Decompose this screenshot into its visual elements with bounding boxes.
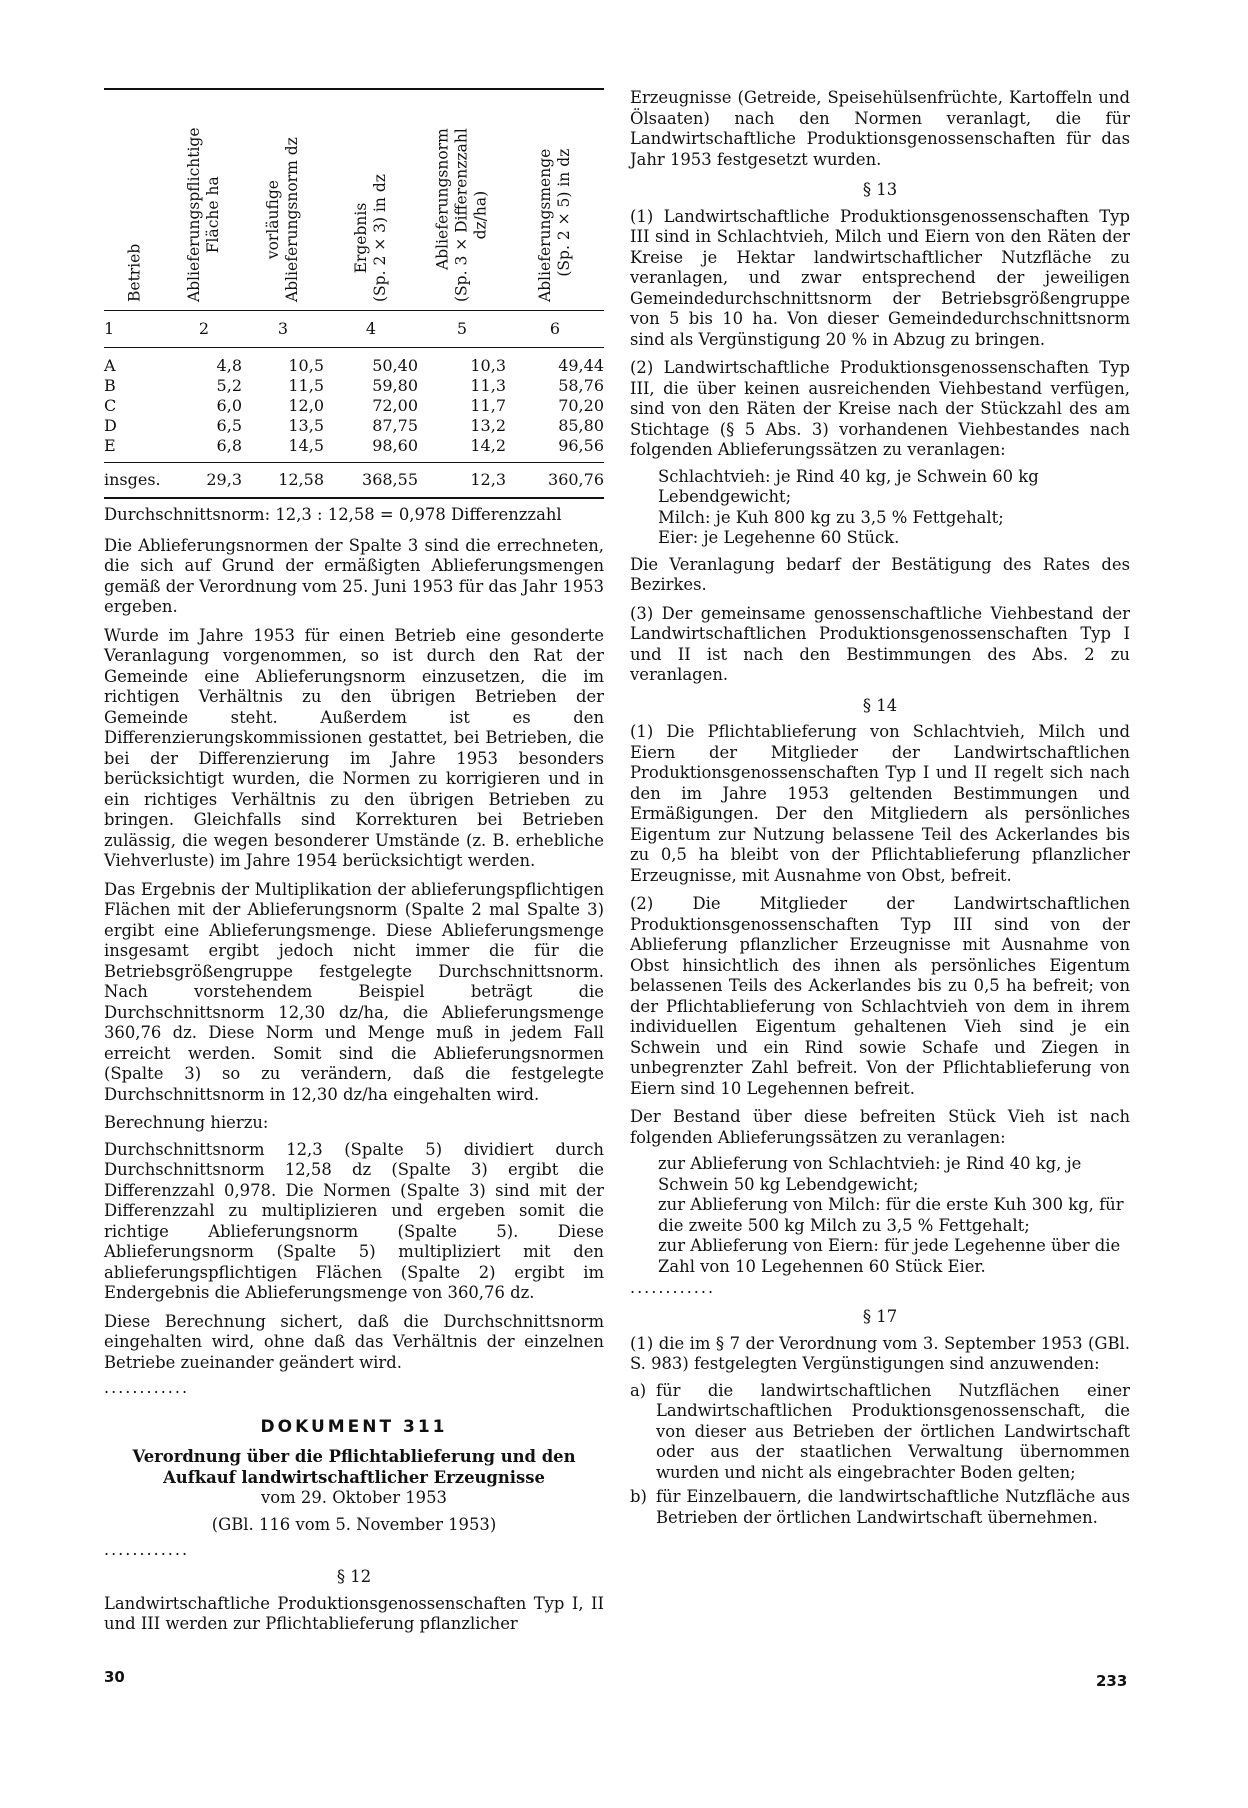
cell: 5,2 [216,376,242,395]
paragraph: Berechnung hierzu: [104,1113,269,1132]
total-row [104,463,604,499]
header-line: Ablieferungsmenge [536,148,554,302]
col-number: 1 [104,319,115,338]
cell: 50,40 [372,356,418,375]
col-number: 5 [456,319,468,338]
list-item [630,1381,1130,1484]
list-label: b) [630,1487,647,1506]
paragraph: Landwirtschaftliche Produktionsgenossenschaften Typ I, II und III werden zur Pflichtablieferung pflanzlicher [104,1593,604,1633]
table-body [104,348,604,463]
cell: 10,5 [288,356,324,375]
paragraph: Durchschnittsnorm 12,3 (Spalte 5) dividiert durch Durchschnittsnorm 12,58 dz (Spalte 3) ergibt die Differenzzahl 0,978. Die Normen (Spalte 3) sind mit der Differenzzahl zu multiplizieren und ergeben somit die richtige Ablieferungsnorm (Spalte 5). Diese Ablieferungsnorm (Spalte 5) multipliziert mit den ablieferungspflichtigen Flächen (Spalte 2) ergibt im Endergebnis die Ablieferungsmenge von 360,76 dz. [104,1139,604,1302]
cell: E [104,436,116,455]
section-heading: § 17 [862,1307,898,1326]
delivery-table [104,88,604,499]
table-row [104,416,604,436]
cell: 49,44 [558,356,604,375]
rate-item: zur Ablieferung von Milch: für die erste Kuh 300 kg, für die zweite 500 kg Milch zu 3,5 % Fettgehalt; [658,1195,1124,1235]
decree-date: vom 29. Oktober 1953 [261,1488,447,1507]
cell: 360,76 [548,470,604,489]
cell: 13,5 [288,416,324,435]
cell: 87,75 [372,416,418,435]
rates-list [658,1154,1130,1277]
paragraph: Die Ablieferungsnormen der Spalte 3 sind die errechneten, die sich auf Grund der ermäßigten Ablieferungsmengen gemäß der Verordnung vom 25. Juni 1953 für das Jahr 1953 ergeben. [104,535,604,616]
document-heading: DOKUMENT 311 [260,1417,448,1437]
cell: 12,0 [288,396,324,415]
header-line: Ablieferungspflichtige [185,127,203,302]
header-label [536,149,574,302]
header-label [352,174,390,302]
page-number-right: 233 [1096,1672,1128,1690]
section-heading: § 12 [336,1567,372,1586]
header-cell [242,90,324,310]
cell: 14,2 [470,436,506,455]
cell: 10,3 [470,356,506,375]
ellipsis-divider: ............ [630,1278,716,1297]
paragraph: (1) Die Pflichtablieferung von Schlachtvieh, Milch und Eiern der Mitglieder der Landwirtschaftlichen Produktionsgenossenschaften Typ I und II regelt sich nach den im Jahre 1953 geltenden Bestimmungen und Ermäßigungen. Der den Mitgliedern als persönliches Eigentum zur Nutzung belassene Teil des Ackerlandes bis zu 0,5 ha bleibt von der Pflichtablieferung pflanzlicher Erzeugnisse, mit Ausnahme von Obst, befreit. [630,722,1130,885]
cell: 58,76 [558,376,604,395]
cell: 6,5 [216,416,242,435]
cell: 4,8 [216,356,242,375]
cell: 11,3 [470,376,506,395]
cell: 85,80 [558,416,604,435]
cell: B [104,376,116,395]
paragraph: Der Bestand über diese befreiten Stück Vieh ist nach folgenden Ablieferungssätzen zu veranlagen: [630,1107,1130,1147]
cell: 6,8 [216,436,242,455]
right-column [630,88,1130,1532]
header-cell [324,90,418,310]
paragraph: Wurde im Jahre 1953 für einen Betrieb eine gesonderte Veranlagung vorgenommen, so ist durch den Rat der Gemeinde eine Ablieferungsnorm einzusetzen, die im richtigen Verhältnis zu den übrigen Betrieben der Gemeinde steht. Außerdem ist es den Differenzierungskommissionen gestattet, bei Betrieben, die bei der Differenzierung im Jahre 1953 besonders berücksichtigt wurden, die Normen zu korrigieren und in ein richtiges Verhältnis zu den übrigen Betrieben zu bringen. Gleichfalls sind Korrekturen bei Betrieben zulässig, die wegen besonderer Umstände (z. B. erhebliche Viehverluste) im Jahre 1954 berücksichtigt werden. [104,625,604,870]
list-text: für Einzelbauern, die landwirtschaftliche Nutzfläche aus Betrieben der örtlichen Landwirtschaft übernehmen. [656,1487,1130,1527]
rate-item: Eier: je Legehenne 60 Stück. [658,528,900,547]
table-header [104,90,604,311]
header-line: Ablieferungsnorm [433,128,452,270]
header-line: (Sp. 3 × Differenzzahl [452,128,471,302]
decree-title: Verordnung über die Pflichtablieferung und den Aufkauf landwirtschaftlicher Erzeugnisse [132,1447,576,1487]
cell: 6,0 [216,396,242,415]
col-number: 3 [277,319,289,338]
ellipsis-divider: ............ [104,1540,190,1559]
paragraph: Die Veranlagung bedarf der Bestätigung des Rates des Bezirkes. [630,554,1130,594]
cell: 13,2 [470,416,506,435]
cell: 59,80 [372,376,418,395]
table-row [104,376,604,396]
header-line: vorläufige [264,180,282,260]
list-text: für die landwirtschaftlichen Nutzflächen einer Landwirtschaftlichen Produktionsgenossenschaft, die von dieser aus Betrieben der örtlichen Landwirtschaft oder aus der staatlichen Verwaltung übernommen wurden und nicht als eingebrachter Boden gelten; [656,1380,1130,1482]
paragraph: (3) Der gemeinsame genossenschaftliche Viehbestand der Landwirtschaftlichen Produktionsgenossenschaften Typ I und II ist nach den Bestimmungen des Abs. 2 zu veranlagen. [630,603,1130,684]
cell: 12,58 [278,470,324,489]
cell: A [104,356,116,375]
decree-source: (GBl. 116 vom 5. November 1953) [211,1514,497,1534]
cell: 72,00 [372,396,418,415]
header-line: Fläche ha [204,176,222,254]
header-cell [418,90,506,310]
col-number: 4 [365,319,377,338]
cell: D [104,416,117,435]
header-label [185,127,223,302]
paragraph: Das Ergebnis der Multiplikation der ablieferungspflichtigen Flächen mit der Ablieferungsnorm (Spalte 2 mal Spalte 3) ergibt eine Ablieferungsmenge. Diese Ablieferungsmenge insgesamt ergibt jedoch nicht immer die für die Betriebsgrößengruppe festgelegte Durchschnittsnorm. Nach vorstehendem Beispiel beträgt die Durchschnittsnorm 12,30 dz/ha, die Ablieferungsmenge 360,76 dz. Diese Norm und Menge muß in jedem Fall erreicht werden. Somit sind die Ablieferungsnormen (Spalte 3) so zu verändern, daß die festgelegte Durchschnittsnorm in 12,30 dz/ha eingehalten wird. [104,879,604,1104]
header-label [126,244,145,302]
cell: insges. [104,470,161,489]
rates-list [658,467,1130,549]
ellipsis-divider: ............ [104,1378,190,1397]
header-line: Ergebnis [352,202,370,274]
column-number-row [104,311,604,348]
table-row [104,396,604,416]
left-column [104,88,604,1643]
header-line: (Sp. 2 × 3) in dz [371,174,389,302]
header-label [434,128,491,302]
header-line: Ablieferungsnorm dz [283,137,301,302]
rate-item: Schlachtvieh: je Rind 40 kg, je Schwein 60 kg Lebendgewicht; [658,466,1039,506]
header-cell [166,90,242,310]
header-line: Betrieb [125,243,144,302]
header-line: (Sp. 2 × 5) in dz [555,148,573,277]
col-number: 6 [549,319,561,338]
cell: 12,3 [470,470,506,489]
section-heading: § 14 [862,695,898,715]
paragraph: (2) Landwirtschaftliche Produktionsgenossenschaften Typ III, die über keinen ausreichenden Viehbestand verfügen, sind von den Räten der Kreise nach der Stückzahl des am Stichtage (§ 5 Abs. 3) vorhandenen Viehbestandes nach folgenden Ablieferungssätzen zu veranlagen: [630,358,1130,459]
cell: 29,3 [206,470,242,489]
rate-item: Milch: je Kuh 800 kg zu 3,5 % Fettgehalt; [658,507,1004,527]
page-number-left: 30 [104,1668,125,1686]
header-cell [506,90,604,310]
cell: 11,5 [288,376,324,395]
list-item [630,1487,1130,1528]
rate-item: zur Ablieferung von Eiern: für jede Legehenne über die Zahl von 10 Legehennen 60 Stück Eier. [658,1236,1121,1276]
section-heading: § 13 [862,180,898,199]
table-row [104,436,604,456]
paragraph: (2) Die Mitglieder der Landwirtschaftlichen Produktionsgenossenschaften Typ III sind von der Ablieferung pflanzlicher Erzeugnisse mit Ausnahme von Obst hinsichtlich des ihnen als persönliches Eigentum belassenen Teils des Ackerlandes bis zu 0,5 ha befreit; von der Pflichtablieferung von Schlachtvieh von dem in ihrem individuellen Eigentum gehaltenen Vieh sind je ein Schwein und ein Rind sowie Schafe und Ziegen in unbegrenzter Zahl befreit. Von der Pflichtablieferung von Eiern sind 10 Legehennen befreit. [630,894,1130,1098]
cell: 70,20 [558,396,604,415]
table-row [104,356,604,376]
paragraph: (1) Landwirtschaftliche Produktionsgenossenschaften Typ III sind in Schlachtvieh, Milch und Eiern von den Räten der Kreise je Hektar landwirtschaftlicher Nutzfläche zu veranlagen, und zwar entsprechend der jeweiligen Gemeindedurchschnittsnorm der Betriebsgrößengruppe von 5 bis 10 ha. Von dieser Gemeindedurchschnittsnorm sind als Vergünstigung 20 % in Abzug zu bringen. [630,206,1130,349]
header-line: dz/ha) [471,190,490,240]
list-label: a) [630,1380,647,1400]
paragraph: Erzeugnisse (Getreide, Speisehülsenfrüchte, Kartoffeln und Ölsaaten) nach den Normen veranlagt, die für Landwirtschaftliche Produktionsgenossenschaften für das Jahr 1953 festgesetzt wurden. [630,88,1130,169]
cell: 368,55 [362,470,418,489]
header-label [264,137,302,302]
header-cell [104,90,166,310]
cell: 11,7 [470,396,506,415]
rate-item: zur Ablieferung von Schlachtvieh: je Rind 40 kg, je Schwein 50 kg Lebendgewicht; [658,1154,1082,1194]
cell: 98,60 [372,436,418,455]
col-number: 2 [198,319,210,338]
paragraph: (1) die im § 7 der Verordnung vom 3. September 1953 (GBl. S. 983) festgelegten Vergünstigungen sind anzuwenden: [630,1333,1130,1373]
paragraph: Diese Berechnung sichert, daß die Durchschnittsnorm eingehalten wird, ohne daß das Verhältnis der einzelnen Betriebe zueinander geändert wird. [104,1311,604,1372]
cell: 96,56 [558,436,604,455]
cell: 14,5 [288,436,324,455]
cell: C [104,396,117,415]
average-norm-line: Durchschnittsnorm: 12,3 : 12,58 = 0,978 Differenzzahl [104,505,562,524]
